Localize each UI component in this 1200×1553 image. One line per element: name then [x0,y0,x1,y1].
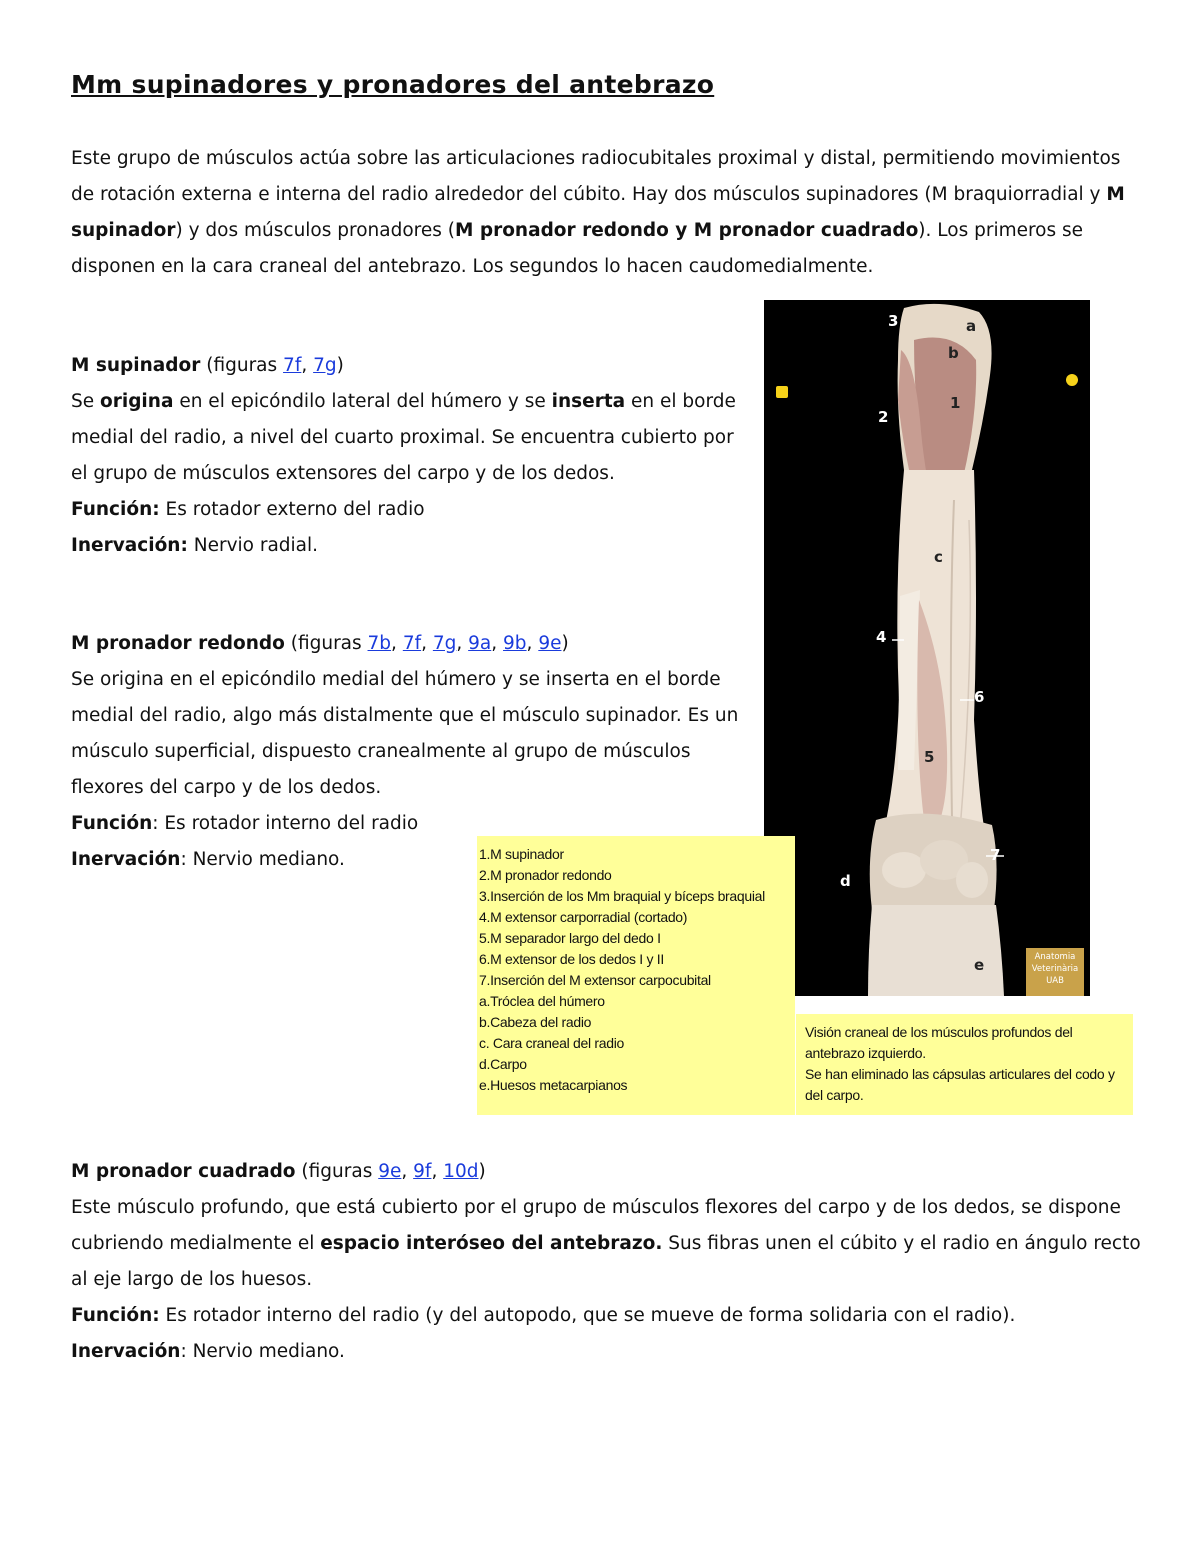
text: Sus fibras unen el cúbito y el radio en ángulo recto al eje largo de los huesos. [71,1233,1141,1290]
label-c: c [934,548,943,566]
innervation-text: : Nervio mediano. [180,1341,345,1362]
legend-item: b.Cabeza del radio [479,1014,592,1030]
bold-inserta: inserta [551,391,626,412]
caption-line: Se han eliminado las cápsulas articulares del codo y del carpo. [805,1066,1115,1103]
function-label: Función: [71,1305,160,1326]
figure-link[interactable]: 7g [432,633,457,654]
text: Este músculo profundo, que está cubierto por el grupo de músculos flexores del carpo y de los dedos, se dispone cubriendo medialmente el [71,1197,1121,1254]
section-pronador-cuadrado [71,1154,1141,1370]
orientation-marker-icon [776,386,788,398]
figure-link[interactable]: 9b [503,633,527,654]
label-2: 2 [878,408,889,426]
label-6: 6 [974,688,985,706]
intro-text: ). Los primeros se disponen en la cara craneal del antebrazo. Los segundos lo hacen caudomedialmente. [71,220,1084,277]
bold-espacio-interoseo: espacio interóseo del antebrazo. [320,1233,663,1254]
label-e: e [974,956,985,974]
figure-suffix: ) [478,1161,486,1182]
watermark-logo [1026,948,1084,996]
section-heading: M supinador (figuras 7f, 7g) [71,355,344,376]
label-3: 3 [888,312,899,330]
watermark-line: Anatomia [1034,952,1076,962]
innervation-text: : Nervio mediano. [180,849,345,870]
section-heading: M pronador cuadrado (figuras 9e, 9f, 10d) [71,1161,486,1182]
label-7: 7 [990,846,1001,864]
text: Se [71,391,101,412]
heading-pronador-cuadrado: M pronador cuadrado [71,1161,296,1182]
function-text: Es rotador externo del radio [159,499,425,520]
function-label: Función: [71,499,160,520]
watermark-line: UAB [1046,976,1064,986]
figure-legend [477,836,795,1115]
innervation-line [71,528,751,564]
intro-text: ) y dos músculos pronadores ( [175,220,455,241]
figure-link[interactable]: 7b [367,633,392,654]
innervation-label: Inervación: [71,535,188,556]
legend-item: 1.M supinador [479,846,564,862]
legend-item: 2.M pronador redondo [479,867,612,883]
heading-pronador-redondo: M pronador redondo [71,633,285,654]
anatomy-photo [764,300,1090,996]
figure-prefix: (figuras [200,355,284,376]
label-b: b [948,344,959,362]
label-d: d [840,872,851,890]
figure-link[interactable]: 9e [538,633,562,654]
figure-link[interactable]: 9a [468,633,492,654]
bold-origina: origina [100,391,174,412]
legend-item: 3.Inserción de los Mm braquial y bíceps braquial [479,888,765,904]
figure-caption [796,1014,1133,1115]
function-text: : Es rotador interno del radio [152,813,419,834]
legend-item: a.Tróclea del húmero [479,993,605,1009]
orientation-marker-icon [1066,374,1078,386]
innervation-line [71,1334,1141,1370]
figure-link[interactable]: 9e [378,1161,402,1182]
section-supinador [71,348,751,564]
intro-paragraph [71,141,1141,285]
innervation-label: Inervación [71,1341,181,1362]
intro-text: Este grupo de músculos actúa sobre las articulaciones radiocubitales proximal y distal, permitiendo movimientos de rotación externa e interna del radio alrededor del cúbito. Hay dos músculos supinadores (M braquiorradial y [71,148,1121,205]
legend-item: 5.M separador largo del dedo I [479,930,661,946]
legend-item: c. Cara craneal del radio [479,1035,625,1051]
page-title: Mm supinadores y pronadores del antebrazo [71,70,715,99]
text: en el epicóndilo lateral del húmero y se [173,391,552,412]
figure-link[interactable]: 9f [413,1161,432,1182]
innervation-label: Inervación [71,849,181,870]
label-a: a [966,317,977,335]
intro-bold-supinador: M supinador [71,184,1125,241]
label-5: 5 [924,748,935,766]
legend-item: 7.Inserción del M extensor carpocubital [479,972,711,988]
figure-suffix: ) [561,633,569,654]
caption-line: Visión craneal de los músculos profundos del antebrazo izquierdo. [805,1024,1073,1061]
legend-list [479,844,795,1096]
figure-suffix: ) [336,355,344,376]
figure-prefix: (figuras [295,1161,379,1182]
label-4: 4 [876,628,887,646]
heading-supinador: M supinador [71,355,201,376]
description: Se origina en el epicóndilo medial del húmero y se inserta en el borde medial del radio, algo más distalmente que el músculo supinador. Es un músculo superficial, dispuesto cranealmente al grupo de músculos flexores del carpo y de los dedos. [71,669,739,798]
function-line [71,492,751,528]
legend-item: d.Carpo [479,1056,527,1072]
figure-link[interactable]: 10d [443,1161,479,1182]
intro-bold-pronadores: M pronador redondo y M pronador cuadrado [454,220,919,241]
figure-prefix: (figuras [284,633,368,654]
figure-link[interactable]: 7f [283,355,302,376]
legend-item: 6.M extensor de los dedos I y II [479,951,664,967]
figure-link[interactable]: 7f [402,633,422,654]
forearm-illustration [764,300,1090,996]
figure-link[interactable]: 7g [313,355,337,376]
legend-item: e.Huesos metacarpianos [479,1077,628,1093]
innervation-text: Nervio radial. [187,535,319,556]
label-1: 1 [950,394,961,412]
function-label: Función [71,813,153,834]
section-heading: M pronador redondo (figuras 7b, 7f, 7g, 9a, 9b, 9e) [71,633,569,654]
text: en el borde medial del radio, a nivel del cuarto proximal. Se encuentra cubierto por el grupo de músculos extensores del carpo y de los dedos. [71,391,736,484]
function-line [71,1298,1141,1334]
description [71,384,751,492]
legend-item: 4.M extensor carporradial (cortado) [479,909,688,925]
description [71,1190,1141,1298]
watermark-line: Veterinària [1031,964,1079,974]
function-text: Es rotador interno del radio (y del autopodo, que se mueve de forma solidaria con el radio). [159,1305,1016,1326]
